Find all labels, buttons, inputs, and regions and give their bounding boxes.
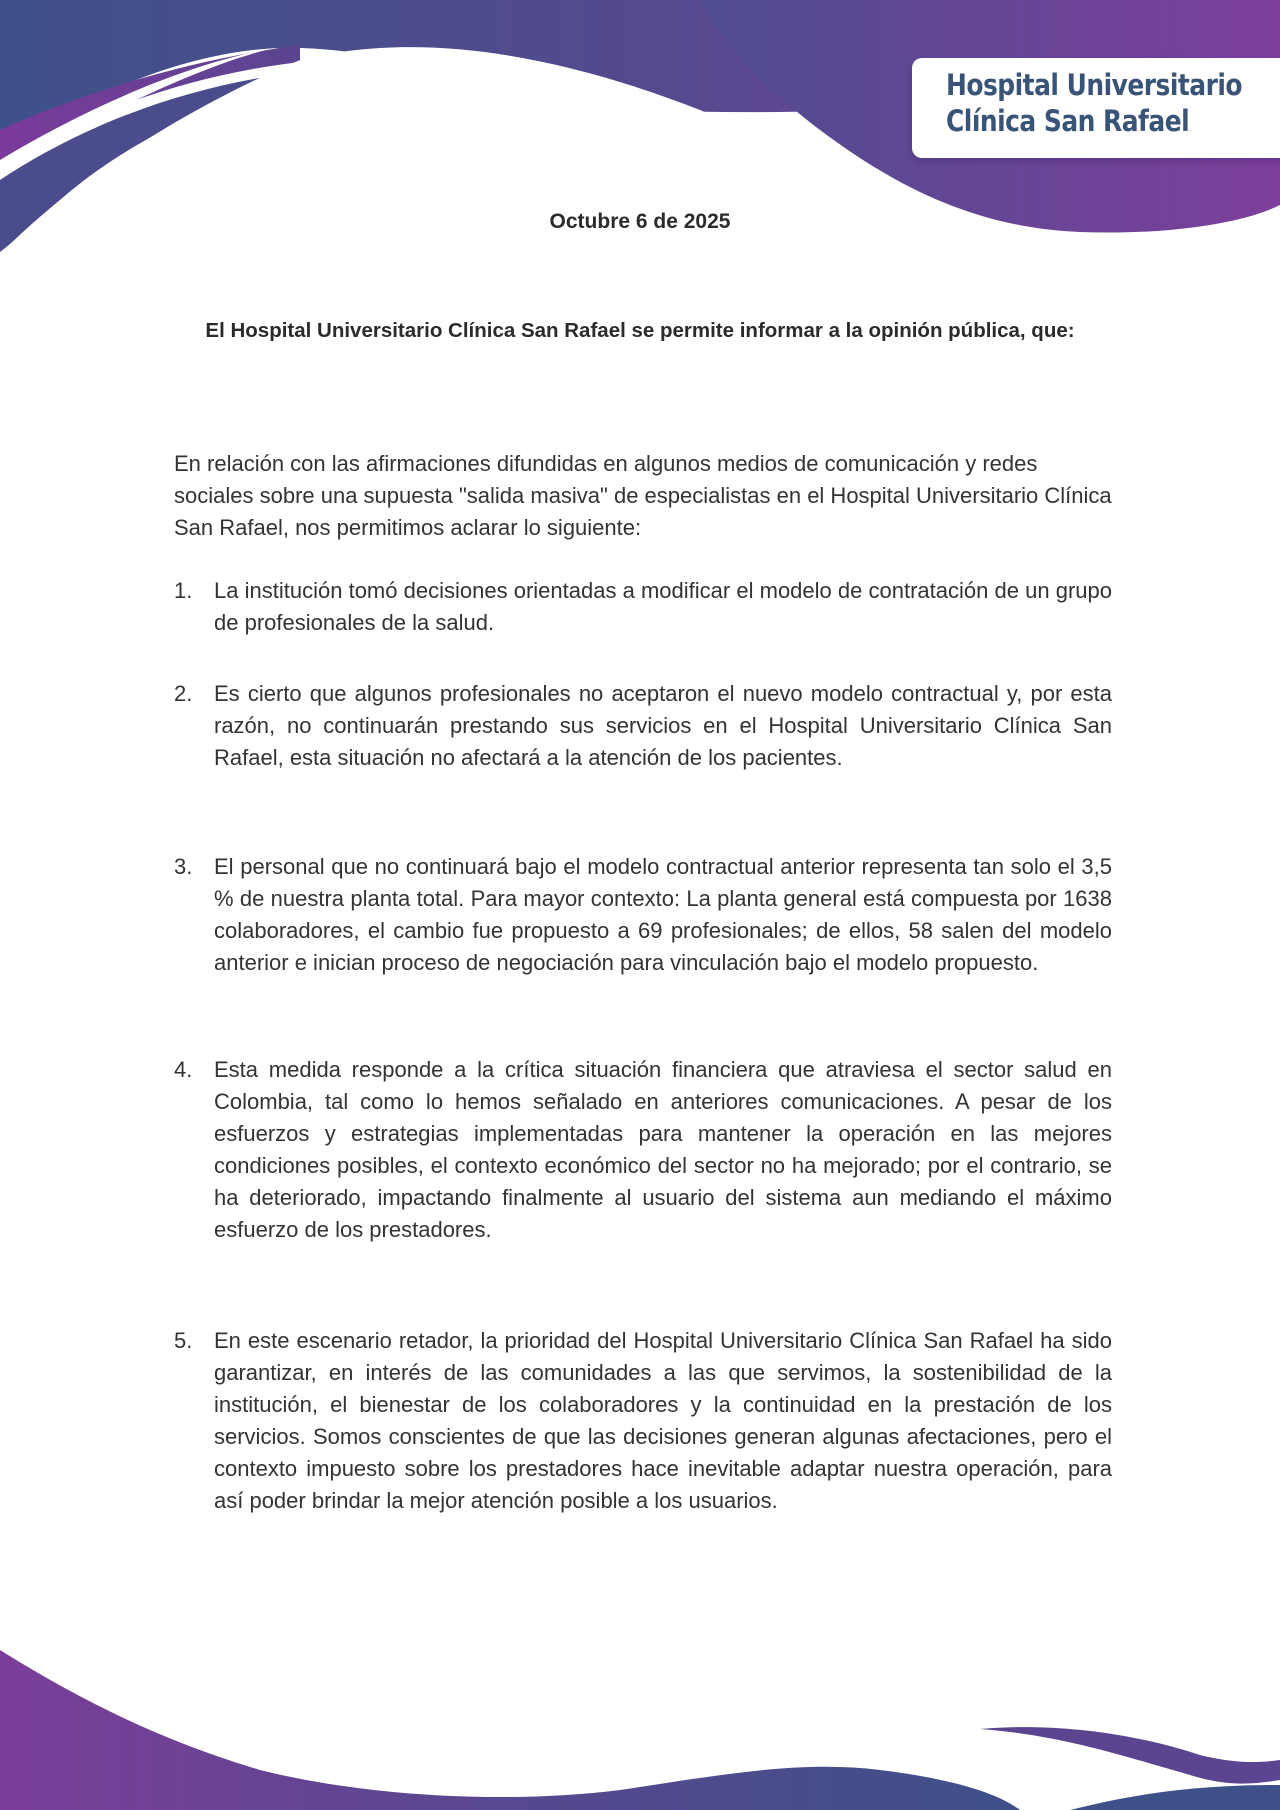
list-item-text: Es cierto que algunos profesionales no aceptaron el nuevo modelo contractual y, por esta razón, no continuarán prestando sus servicios en el Hospital Universitario Clínica San Rafael, esta situación no afectará a la atención de los pacientes. bbox=[214, 681, 1112, 770]
lead-paragraph: En relación con las afirmaciones difundidas en algunos medios de comunicación y redes sociales sobre una supuesta "salida masiva" de especialistas en el Hospital Universitario Clínica San Rafael, nos permitimos aclarar lo siguiente: bbox=[174, 451, 1112, 540]
list-item-number: 5. bbox=[174, 1328, 193, 1353]
logo-line-1: Hospital Universitario bbox=[946, 68, 1243, 102]
document-date: Octubre 6 de 2025 bbox=[549, 210, 731, 233]
list-item bbox=[174, 851, 1112, 979]
list-item-number: 1. bbox=[174, 578, 193, 603]
list-item-number: 4. bbox=[174, 1057, 193, 1082]
list-item bbox=[174, 1054, 1112, 1246]
logo-line-2: Clínica San Rafael bbox=[946, 104, 1190, 138]
list-item bbox=[174, 678, 1112, 774]
list-item-number: 2. bbox=[174, 681, 193, 706]
list-item bbox=[174, 575, 1112, 639]
document-intro: El Hospital Universitario Clínica San Rafael se permite informar a la opinión pública, que: bbox=[205, 319, 1075, 342]
list-item bbox=[174, 1325, 1112, 1517]
list-item-text: En este escenario retador, la prioridad del Hospital Universitario Clínica San Rafael ha sido garantizar, en interés de las comunidades a las que servimos, la sostenibilidad de la institución, el bienestar de los colaboradores y la continuidad en la prestación de los servicios. Somos conscientes de que las decisiones generan algunas afectaciones, pero el contexto impuesto sobre los prestadores hace inevitable adaptar nuestra operación, para así poder brindar la mejor atención posible a los usuarios. bbox=[214, 1328, 1112, 1513]
list-item-text: La institución tomó decisiones orientadas a modificar el modelo de contratación de un grupo de profesionales de la salud. bbox=[214, 578, 1112, 635]
list-item-number: 3. bbox=[174, 854, 193, 879]
hospital-logo bbox=[912, 58, 1280, 158]
list-item-text: El personal que no continuará bajo el modelo contractual anterior representa tan solo el 3,5 % de nuestra planta total. Para mayor contexto: La planta general está compuesta por 1638 colaboradores, el cambio fue propuesto a 69 profesionales; de ellos, 58 salen del modelo anterior e inician proceso de negociación para vinculación bajo el modelo propuesto. bbox=[214, 854, 1112, 975]
list-item-text: Esta medida responde a la crítica situación financiera que atraviesa el sector salud en Colombia, tal como lo hemos señalado en anteriores comunicaciones. A pesar de los esfuerzos y estrategias implementadas para mantener la operación en las mejores condiciones posibles, el contexto económico del sector no ha mejorado; por el contrario, se ha deteriorado, impactando finalmente al usuario del sistema aun mediando el máximo esfuerzo de los prestadores. bbox=[214, 1057, 1112, 1242]
